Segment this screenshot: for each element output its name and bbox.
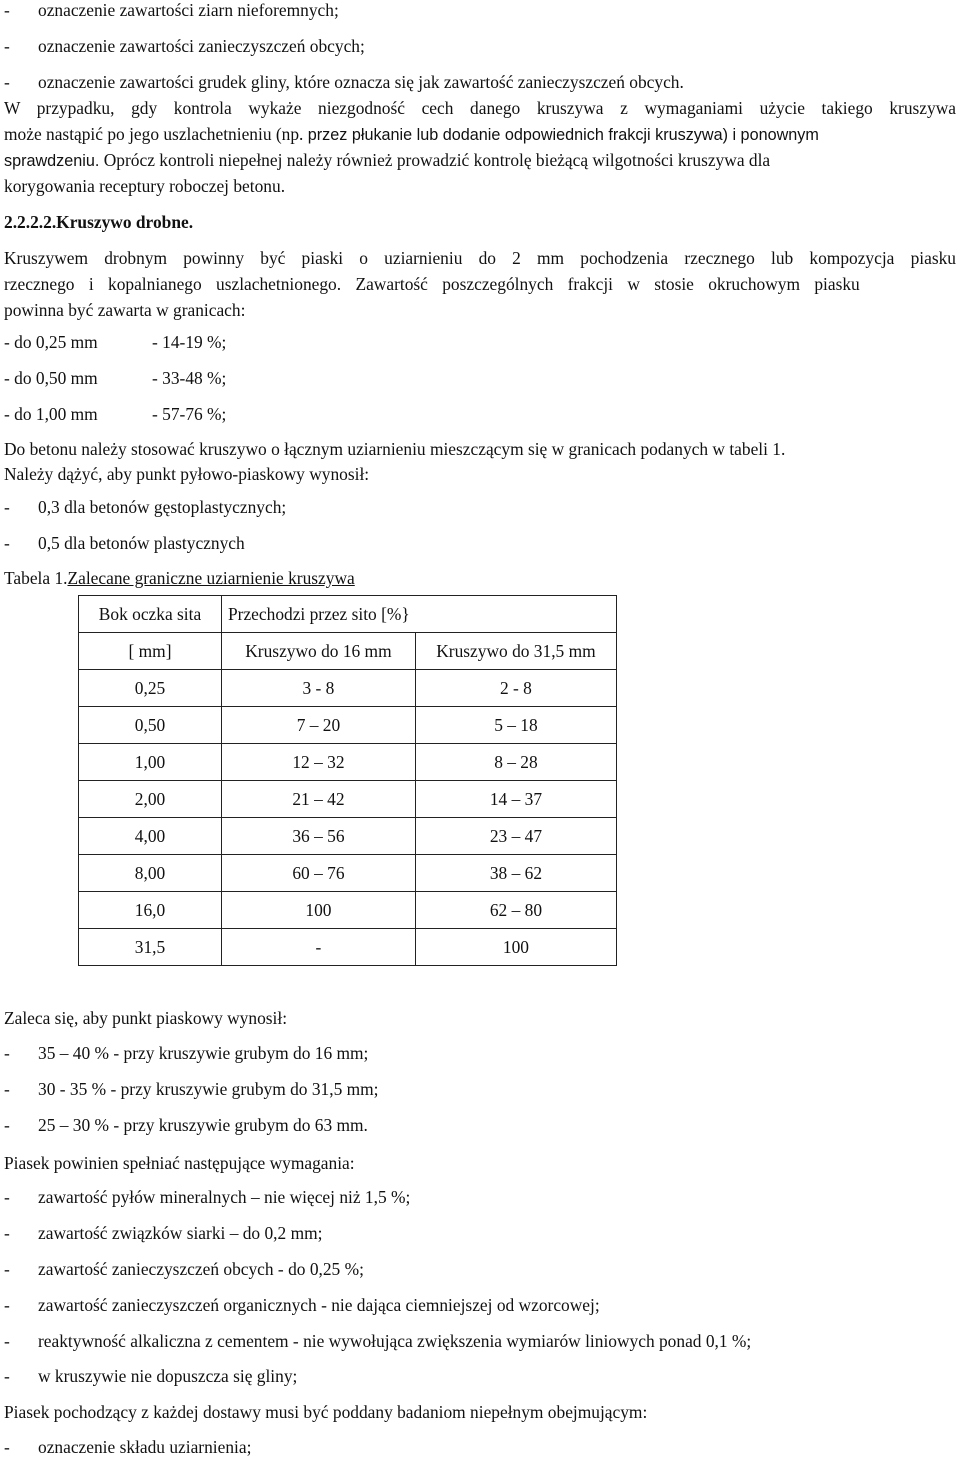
cell-sieve-size: 8,00: [79, 855, 222, 892]
paragraph-line: Piasek pochodzący z każdej dostawy musi być poddany badaniom niepełnym obejmującym:: [4, 1402, 648, 1422]
table-row: [79, 855, 617, 892]
paragraph-line: korygowania receptury roboczej betonu.: [4, 176, 286, 196]
list-item: - 0,5 dla betonów plastycznych: [4, 533, 245, 553]
sieve-table: [78, 595, 617, 966]
list-item: - w kruszywie nie dopuszcza się gliny;: [4, 1366, 298, 1386]
table-row: [79, 670, 617, 707]
cell-sieve-size: 4,00: [79, 818, 222, 855]
cell-aggregate-16: 3 - 8: [222, 670, 416, 707]
list-item: - 0,3 dla betonów gęstoplastycznych;: [4, 497, 287, 517]
cell-aggregate-31: 38 – 62: [415, 855, 616, 892]
cell-aggregate-16: 36 – 56: [222, 818, 416, 855]
fraction-row: - do 0,50 mm - 33-48 %;: [4, 368, 227, 388]
table-header-row: [79, 596, 617, 633]
cell-aggregate-31: 23 – 47: [415, 818, 616, 855]
cell-sieve-size: 0,25: [79, 670, 222, 707]
paragraph-line: W przypadku, gdy kontrola wykaże niezgodność cech danego kruszywa z wymaganiami użycie takiego kruszywa: [4, 98, 956, 118]
section-heading: 2.2.2.2.Kruszywo drobne.: [4, 212, 194, 232]
list-item: - 30 - 35 % - przy kruszywie grubym do 31,5 mm;: [4, 1079, 379, 1099]
cell-sieve-size: 0,50: [79, 707, 222, 744]
header-aggregate-31: Kruszywo do 31,5 mm: [415, 633, 616, 670]
cell-aggregate-16: 7 – 20: [222, 707, 416, 744]
paragraph-line: Piasek powinien spełniać następujące wymagania:: [4, 1153, 355, 1173]
table-row: [79, 707, 617, 744]
cell-sieve-size: 2,00: [79, 781, 222, 818]
table-row: [79, 781, 617, 818]
list-item: - 35 – 40 % - przy kruszywie grubym do 16 mm;: [4, 1043, 369, 1063]
list-item: - zawartość związków siarki – do 0,2 mm;: [4, 1223, 323, 1243]
fraction-row: - do 1,00 mm - 57-76 %;: [4, 404, 227, 424]
cell-aggregate-16: -: [222, 929, 416, 966]
table-caption: Tabela 1.Zalecane graniczne uziarnienie kruszywa: [4, 568, 355, 588]
header-passing: Przechodzi przez sito [%}: [222, 596, 617, 633]
cell-aggregate-16: 60 – 76: [222, 855, 416, 892]
list-item: - zawartość zanieczyszczeń obcych - do 0,25 %;: [4, 1259, 364, 1279]
cell-aggregate-31: 5 – 18: [415, 707, 616, 744]
cell-sieve-size: 16,0: [79, 892, 222, 929]
cell-sieve-size: 1,00: [79, 744, 222, 781]
cell-aggregate-31: 14 – 37: [415, 781, 616, 818]
cell-aggregate-31: 8 – 28: [415, 744, 616, 781]
list-item: - 25 – 30 % - przy kruszywie grubym do 63 mm.: [4, 1115, 368, 1135]
list-item: - zawartość pyłów mineralnych – nie więcej niż 1,5 %;: [4, 1187, 411, 1207]
table-row: [79, 929, 617, 966]
paragraph-line: powinna być zawarta w granicach:: [4, 300, 246, 320]
list-item: - zawartość zanieczyszczeń organicznych - nie dająca ciemniejszej od wzorcowej;: [4, 1295, 600, 1315]
cell-aggregate-31: 62 – 80: [415, 892, 616, 929]
paragraph-line: Kruszywem drobnym powinny być piaski o uziarnieniu do 2 mm pochodzenia rzecznego lub kompozycja piasku: [4, 248, 956, 268]
list-item: - oznaczenie zawartości grudek gliny, które oznacza się jak zawartość zanieczyszczeń obcych.: [4, 72, 684, 92]
header-aggregate-16: Kruszywo do 16 mm: [222, 633, 416, 670]
paragraph-line: Do betonu należy stosować kruszywo o łącznym uziarnieniu mieszczącym się w granicach podanych w tabeli 1.: [4, 439, 786, 459]
paragraph-line: rzecznego i kopalnianego uszlachetnionego. Zawartość poszczególnych frakcji w stosie okruchowym piasku: [4, 274, 860, 294]
list-item: - oznaczenie zawartości ziarn nieforemnych;: [4, 0, 339, 20]
paragraph-line: może nastąpić po jego uszlachetnieniu (np. przez płukanie lub dodanie odpowiednich frakcji kruszywa) i ponownym: [4, 124, 819, 144]
cell-aggregate-31: 2 - 8: [415, 670, 616, 707]
cell-aggregate-16: 21 – 42: [222, 781, 416, 818]
header-unit: [ mm]: [79, 633, 222, 670]
list-item: - oznaczenie składu uziarnienia;: [4, 1437, 252, 1457]
paragraph-line: Zaleca się, aby punkt piaskowy wynosił:: [4, 1008, 288, 1028]
cell-aggregate-16: 100: [222, 892, 416, 929]
table-row: [79, 818, 617, 855]
cell-aggregate-16: 12 – 32: [222, 744, 416, 781]
table-header-row: [79, 633, 617, 670]
header-sieve-size: Bok oczka sita: [79, 596, 222, 633]
list-item: - reaktywność alkaliczna z cementem - nie wywołująca zwiększenia wymiarów liniowych ponad 0,1 %;: [4, 1331, 752, 1351]
list-item: - oznaczenie zawartości zanieczyszczeń obcych;: [4, 36, 365, 56]
table-row: [79, 892, 617, 929]
paragraph-line: sprawdzeniu. Oprócz kontroli niepełnej należy również prowadzić kontrolę bieżącą wilgotności kruszywa dla: [4, 150, 771, 170]
paragraph-line: Należy dążyć, aby punkt pyłowo-piaskowy wynosił:: [4, 464, 370, 484]
cell-aggregate-31: 100: [415, 929, 616, 966]
cell-sieve-size: 31,5: [79, 929, 222, 966]
fraction-row: - do 0,25 mm - 14-19 %;: [4, 332, 227, 352]
table-row: [79, 744, 617, 781]
